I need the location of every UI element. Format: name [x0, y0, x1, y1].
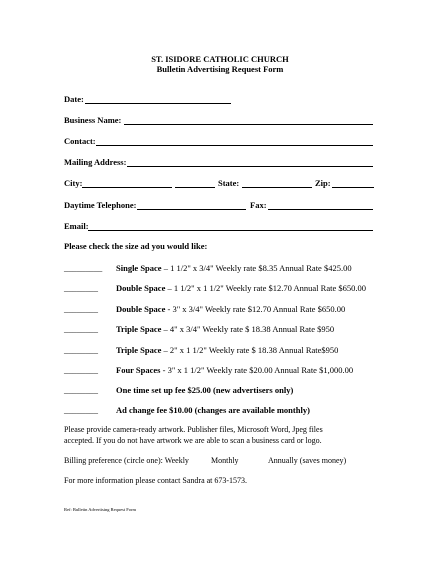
option-checkbox-line[interactable]: ________ — [64, 324, 98, 334]
date-label: Date: — [64, 94, 84, 104]
city-field[interactable] — [82, 187, 172, 188]
option-setup-fee — [116, 385, 293, 395]
business-name-field[interactable] — [124, 124, 373, 125]
billing-annually[interactable]: Annually (saves money) — [268, 456, 347, 465]
state-field[interactable] — [242, 187, 312, 188]
mailing-address-label: Mailing Address: — [64, 157, 127, 167]
billing-monthly[interactable]: Monthly — [211, 456, 239, 465]
option-four-spaces — [116, 365, 353, 375]
footer-reference: Ref: Bulletin Advertising Request Form — [64, 507, 136, 512]
option-detail: - 3" x 3/4" Weekly rate $12.70 Annual Rate $650.00 — [165, 304, 346, 314]
option-single-space — [116, 263, 352, 273]
city-field-extra[interactable] — [175, 187, 215, 188]
fax-field[interactable] — [268, 209, 373, 210]
daytime-telephone-field[interactable] — [137, 209, 246, 210]
billing-preference-label: Billing preference (circle one): Weekly — [64, 456, 189, 465]
option-name: Single Space — [116, 263, 162, 273]
option-checkbox-line[interactable]: ________ — [64, 365, 98, 375]
daytime-telephone-label: Daytime Telephone: — [64, 200, 137, 210]
zip-label: Zip: — [315, 178, 331, 188]
option-name: Triple Space — [116, 345, 162, 355]
option-detail: – 2" x 1 1/2" Weekly rate $ 18.38 Annual Rate$950 — [161, 345, 339, 355]
option-name: One time set up fee $25.00 (new advertisers only) — [116, 385, 294, 395]
size-prompt: Please check the size ad you would like: — [64, 241, 208, 251]
option-triple-space-wide — [116, 324, 334, 334]
option-detail: - 3" x 1 1/2" Weekly rate $20.00 Annual Rate $1,000.00 — [160, 365, 354, 375]
option-name: Double Space — [116, 304, 166, 314]
option-double-space-wide — [116, 304, 345, 314]
option-triple-space-tall — [116, 345, 338, 355]
state-label: State: — [218, 178, 240, 188]
artwork-note-line-2: accepted. If you do not have artwork we are able to scan a business card or logo. — [64, 436, 322, 445]
option-name: Triple Space — [116, 324, 162, 334]
email-label: Email: — [64, 221, 89, 231]
business-name-label: Business Name: — [64, 115, 122, 125]
email-field[interactable] — [88, 230, 373, 231]
fax-label: Fax: — [250, 200, 267, 210]
option-detail: – 4" x 3/4" Weekly rate $ 18.38 Annual Rate $950 — [161, 324, 335, 334]
option-change-fee — [116, 405, 310, 415]
option-checkbox-line[interactable]: ________ — [64, 345, 98, 355]
option-name: Four Spaces — [116, 365, 161, 375]
option-checkbox-line[interactable]: ________ — [64, 385, 98, 395]
option-checkbox-line[interactable]: ________ — [64, 405, 98, 415]
church-name: ST. ISIDORE CATHOLIC CHURCH — [151, 54, 289, 64]
option-name: Ad change fee $10.00 (changes are available monthly) — [116, 405, 310, 415]
zip-field[interactable] — [332, 187, 374, 188]
contact-field[interactable] — [96, 145, 373, 146]
city-label: City: — [64, 178, 83, 188]
option-detail: – 1 1/2" x 1 1/2" Weekly rate $12.70 Annual Rate $650.00 — [165, 283, 366, 293]
option-double-space-square — [116, 283, 366, 293]
option-checkbox-line[interactable]: ________ — [64, 304, 98, 314]
date-field[interactable] — [85, 103, 231, 104]
artwork-note-line-1: Please provide camera-ready artwork. Publisher files, Microsoft Word, Jpeg files — [64, 425, 323, 434]
contact-label: Contact: — [64, 136, 96, 146]
option-name: Double Space — [116, 283, 166, 293]
mailing-address-field[interactable] — [127, 166, 373, 167]
option-checkbox-line[interactable]: ________ — [64, 283, 98, 293]
form-title: Bulletin Advertising Request Form — [156, 64, 284, 74]
option-checkbox-line[interactable]: _________ — [64, 263, 103, 273]
option-detail: – 1 1/2" x 3/4" Weekly rate $8.35 Annual Rate $425.00 — [161, 263, 352, 273]
contact-info: For more information please contact Sandra at 673-1573. — [64, 476, 248, 485]
